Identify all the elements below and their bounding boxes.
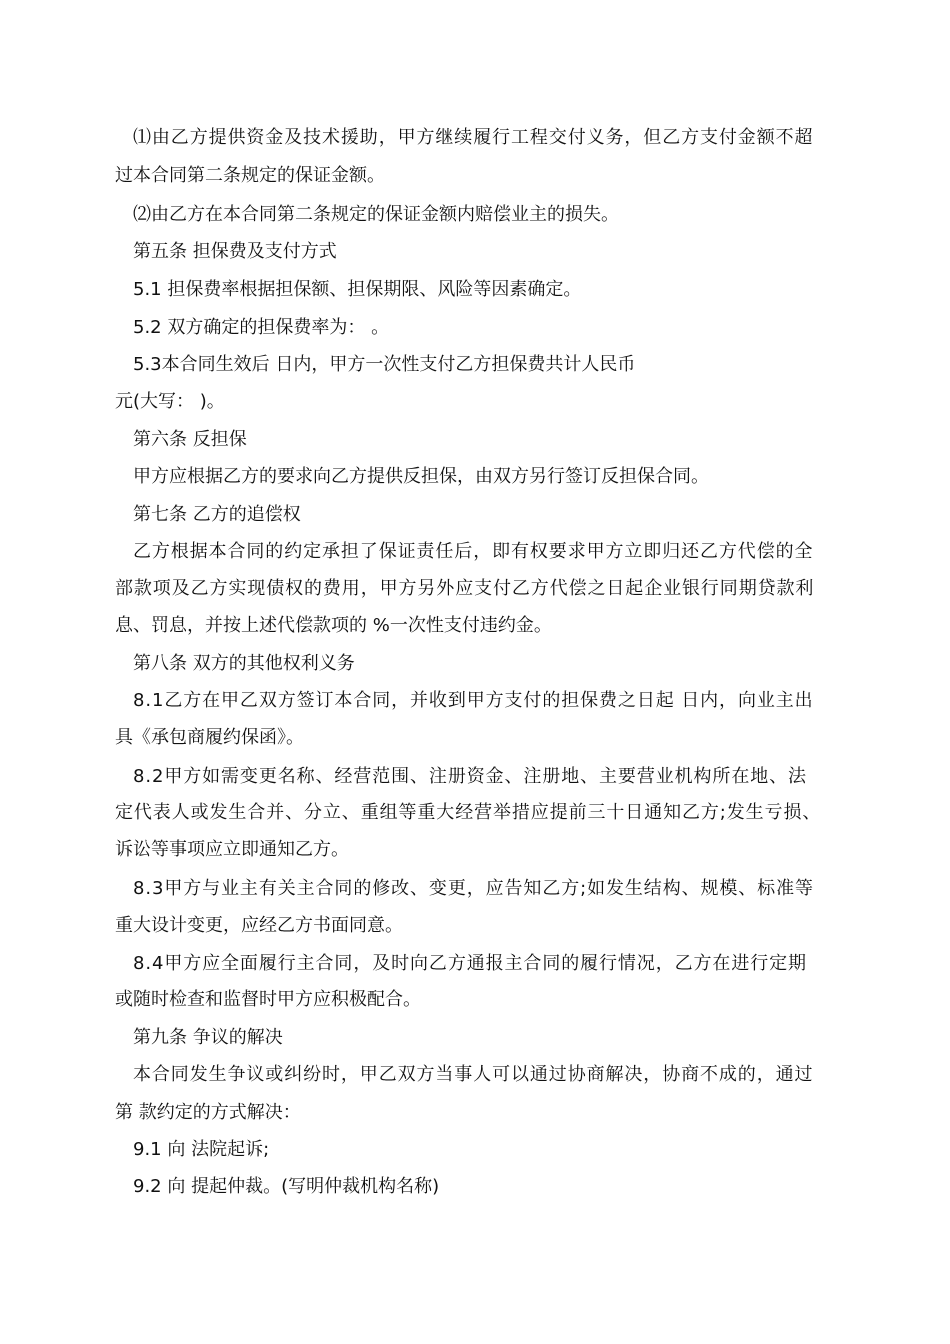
section-heading: 第八条 双方的其他权利义务 bbox=[133, 653, 355, 674]
paragraph-line: 过本合同第二条规定的保证金额。 bbox=[115, 165, 385, 186]
paragraph-line: 5.3本合同生效后 日内，甲方一次性支付乙方担保费共计人民币 bbox=[133, 354, 636, 375]
paragraph-line: 9.2 向 提起仲裁。(写明仲裁机构名称) bbox=[133, 1176, 440, 1197]
paragraph-line: 8.4甲方应全面履行主合同，及时向乙方通报主合同的履行情况，乙方在进行定期 bbox=[133, 953, 807, 974]
paragraph-line: 本合同发生争议或纠纷时，甲乙双方当事人可以通过协商解决，协商不成的，通过 bbox=[133, 1064, 814, 1085]
section-heading: 第九条 争议的解决 bbox=[133, 1027, 283, 1048]
paragraph-line: 或随时检查和监督时甲方应积极配合。 bbox=[115, 989, 421, 1010]
paragraph-line: 定代表人或发生合并、分立、重组等重大经营举措应提前三十日通知乙方;发生亏损、 bbox=[115, 802, 822, 823]
paragraph-line: 元(大写： )。 bbox=[115, 391, 225, 412]
paragraph-line: 第 款约定的方式解决： bbox=[115, 1102, 301, 1123]
paragraph-line: 8.1乙方在甲乙双方签订本合同，并收到甲方支付的担保费之日起 日内，向业主出 bbox=[133, 690, 814, 711]
paragraph-line: 甲方应根据乙方的要求向乙方提供反担保，由双方另行签订反担保合同。 bbox=[133, 466, 709, 487]
paragraph-line: 具《承包商履约保函》。 bbox=[115, 727, 304, 748]
paragraph-line: 8.2甲方如需变更名称、经营范围、注册资金、注册地、主要营业机构所在地、法 bbox=[133, 766, 807, 787]
paragraph-line: 5.1 担保费率根据担保额、担保期限、风险等因素确定。 bbox=[133, 279, 582, 300]
section-heading: 第五条 担保费及支付方式 bbox=[133, 241, 337, 262]
paragraph-line: 9.1 向 法院起诉; bbox=[133, 1139, 270, 1160]
paragraph-line: 重大设计变更，应经乙方书面同意。 bbox=[115, 915, 403, 936]
paragraph-line: 诉讼等事项应立即通知乙方。 bbox=[115, 839, 349, 860]
paragraph-line: 5.2 双方确定的担保费率为： 。 bbox=[133, 317, 390, 338]
section-heading: 第六条 反担保 bbox=[133, 429, 247, 450]
paragraph-line: ⑴由乙方提供资金及技术援助，甲方继续履行工程交付义务，但乙方支付金额不超 bbox=[133, 127, 814, 148]
paragraph-line: 乙方根据本合同的约定承担了保证责任后，即有权要求甲方立即归还乙方代偿的全 bbox=[133, 541, 814, 562]
paragraph-line: 部款项及乙方实现债权的费用，甲方另外应支付乙方代偿之日起企业银行同期贷款利 bbox=[115, 578, 815, 599]
section-heading: 第七条 乙方的追偿权 bbox=[133, 504, 301, 525]
paragraph-line: ⑵由乙方在本合同第二条规定的保证金额内赔偿业主的损失。 bbox=[133, 204, 619, 225]
paragraph-line: 8.3甲方与业主有关主合同的修改、变更，应告知乙方;如发生结构、规模、标准等 bbox=[133, 878, 814, 899]
paragraph-line: 息、罚息，并按上述代偿款项的 %一次性支付违约金。 bbox=[115, 615, 552, 636]
